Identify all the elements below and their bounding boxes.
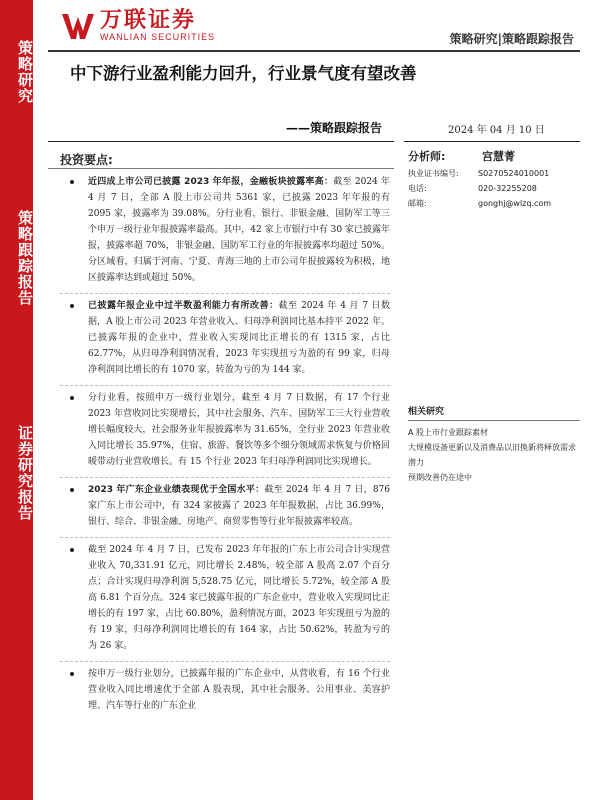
bullet-lead: 近四成上市公司已披露 2023 年年报，金融板块披露率高： (88, 177, 334, 187)
analyst-info (408, 148, 580, 211)
list-item (60, 662, 390, 721)
report-title: 中下游行业盈利能力回升，行业景气度有望改善 (70, 64, 417, 83)
bullet-dot-icon (70, 672, 74, 676)
bullet-dot-icon (70, 304, 74, 308)
wanlian-logo-icon (60, 11, 96, 41)
bullet-body: 截至 2024 年 4 月 7 日，876 家广东上市公司中，有 324 家披露了 2023 年年报数据，占比 36.99%，银行、综合、非银金融、房地产、商贸零售等行业年报披露率较高。 (88, 485, 391, 527)
cert-number: S0270524010001 (478, 169, 550, 178)
list-item (60, 386, 390, 478)
bullet-body: 分行业看，按照申万一级行业划分，截至 4 月 7 日数据，有 17 个行业 2023 年营收同比实现增长，其中社会服务、汽车、国防军工三大行业营收增长幅度较大，社会服务业年报披露率为 31.65%，全行业 2023 年营业收入同比增长 35.97%，住宿、旅游、餐饮等多个细分领域需求恢复与价格回暖带动行业营收增长。有 15 个行业 2023 年归母净利润同比实现增长。 (88, 393, 390, 467)
bullet-lead: 2023 年广东企业业绩表现优于全国水平： (88, 485, 265, 495)
bullet-lead: 已披露年报企业中过半数盈利能力有所改善： (88, 301, 279, 311)
investment-heading-underline (48, 168, 394, 169)
investment-bullets (60, 170, 390, 721)
list-item (60, 294, 390, 386)
company-logo (60, 8, 215, 44)
bullet-dot-icon (70, 548, 74, 552)
bullet-dot-icon (70, 488, 74, 492)
list-item (60, 538, 390, 662)
cert-label: 执业证书编号: (408, 169, 459, 178)
bullet-body: 截至 2024 年 4 月 7 日，已发布 2023 年年报的广东上市公司合计实现营业收入 70,331.91 亿元，同比增长 2.48%，较全部 A 股高 2.07 个百分点；合计实现归母净利润 5,528.75 亿元，同比增长 5.72%，较全部 A 股高 6.81 个百分点。324 家已披露年报的广东企业中，营业收入实现同比正增长的有 197 家，占比 60.80%，盈利情况方面，2023 年实现扭亏为盈的有 19 家，归母净利润同比增长的有 164 家，占比 50.62%，转盈为亏的为 26 家。 (88, 545, 390, 651)
related-item[interactable]: 大规模设备更新以及消费品以旧换新将释放需求潜力 (408, 443, 576, 467)
email-label: 邮箱: (408, 199, 427, 208)
header-divider (48, 50, 580, 52)
main-divider (48, 141, 394, 142)
logo-english-name: WANLIAN SECURITIES (100, 31, 216, 42)
left-sidebar (0, 0, 33, 800)
bullet-dot-icon (70, 396, 74, 400)
bullet-body: 截至 2024 年 4 月 7 日，全部 A 股上市公司共 5361 家，已披露 2023 年年报的有 2095 家，披露率为 39.08%。分行业看，银行、非银金融、国防军工等三个申万一级行业年报披露率最高。其中，42 家上市银行中有 30 家已披露年报，披露率超 70%，非银金融、国防军工行业的年报披露率均超过 50%。分区域看，归属于河南、宁夏、青海三地的上市公司年报披露较为积极，地区披露率达到或超过 50%。 (88, 177, 390, 283)
sidebar-label-securities-report: 证券研究报告 (16, 425, 34, 521)
phone-number: 020-32255208 (478, 184, 537, 193)
related-research (408, 405, 580, 485)
bullet-body: 截至 2024 年 4 月 7 日数据，A 股上市公司 2023 年营业收入、归母净利润同比基本持平 2022 年。已披露年报的企业中，营业收入实现同比正增长的有 1315 家，占比 62.77%，从归母净利润情况看，2023 年实现扭亏为盈的有 99 家，归母净利润同比增长的有 1070 家，转盈为亏的为 144 家。 (88, 301, 390, 375)
logo-chinese-name: 万联证券 (100, 7, 197, 33)
list-item (60, 170, 390, 294)
analyst-cert-row (408, 166, 580, 181)
report-date: 2024 年 04 月 10 日 (448, 125, 545, 136)
analyst-name: 宫慧菁 (482, 150, 515, 163)
related-item[interactable]: A 股上市行业跟踪素材 (408, 428, 489, 437)
analyst-label: 分析师: (408, 150, 446, 163)
report-subtitle: ——策略跟踪报告 (286, 121, 383, 135)
related-research-heading: 相关研究 (408, 405, 580, 421)
sidebar-label-strategy-research: 策略研究 (16, 40, 34, 104)
analyst-name-row (408, 148, 580, 166)
list-item (60, 478, 390, 538)
phone-label: 电话: (408, 184, 427, 193)
investment-highlights-heading: 投资要点: (60, 153, 113, 167)
bullet-dot-icon (70, 180, 74, 184)
email-address[interactable]: gonghj@wlzq.com (478, 199, 552, 208)
bullet-body: 按申万一级行业划分，已披露年报的广东企业中，从营收看，有 16 个行业营业收入同比增速优于全部 A 股表现，其中社会服务、公用事业、美容护理、汽车等行业的广东企业 (88, 669, 390, 711)
sidebar-label-tracking-report: 策略跟踪报告 (16, 210, 34, 306)
related-item[interactable]: 预期改善仍在途中 (408, 473, 472, 482)
analyst-email-row (408, 196, 580, 211)
header-report-type: 策略研究|策略跟踪报告 (449, 32, 574, 46)
right-divider (404, 141, 580, 142)
analyst-phone-row (408, 181, 580, 196)
